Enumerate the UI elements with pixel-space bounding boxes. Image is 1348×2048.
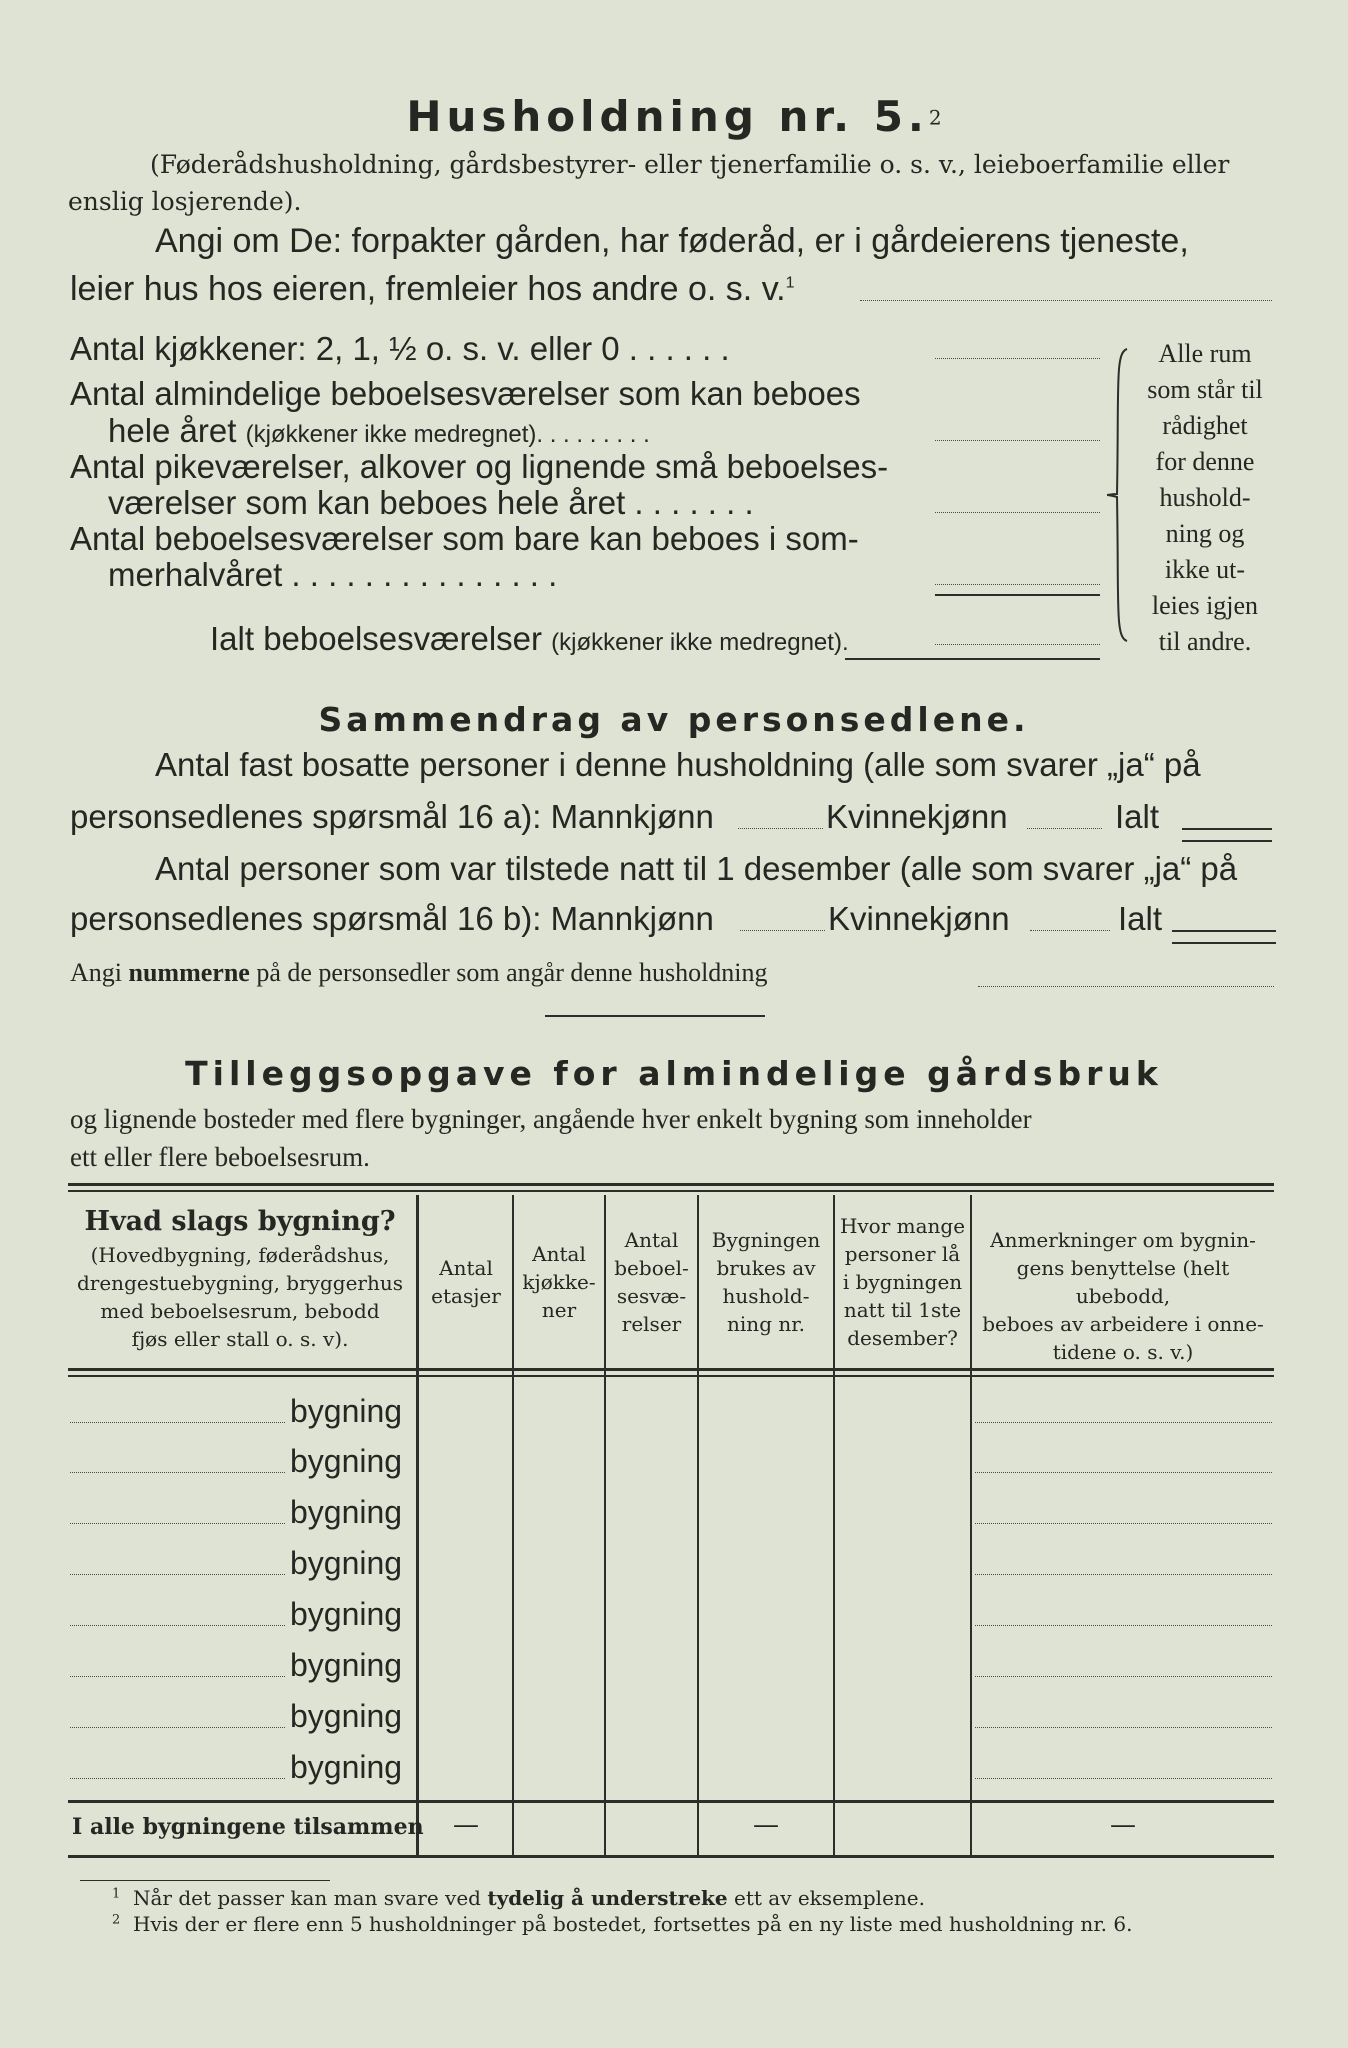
footnote-1-number: 1 bbox=[112, 1886, 121, 1902]
total-label-1: Ialt bbox=[1115, 798, 1160, 835]
col-header-household-line: brukes av bbox=[716, 1256, 816, 1280]
angi-line-2-block bbox=[70, 270, 795, 309]
footnote-rule bbox=[80, 1880, 330, 1881]
remarks-field[interactable] bbox=[975, 1422, 1272, 1423]
total-rooms-small: (kjøkkener ikke medregnet). bbox=[551, 629, 849, 656]
numbers-answer-line[interactable] bbox=[978, 986, 1274, 987]
building-type-field[interactable] bbox=[70, 1523, 285, 1524]
col-header-household-line: hushold- bbox=[722, 1284, 810, 1308]
col-header-persons-line: personer lå bbox=[844, 1242, 961, 1266]
small-rooms-answer-line[interactable] bbox=[935, 512, 1100, 513]
col-header-rooms bbox=[606, 1226, 697, 1338]
col-header-floors-line: Antal bbox=[439, 1256, 493, 1280]
col-header-remarks-line: tidene o. s. v.) bbox=[1052, 1340, 1194, 1364]
numbers-rest: på de personsedler som angår denne husholdning bbox=[256, 958, 768, 987]
col-header-kitchens-line: Antal bbox=[532, 1242, 586, 1266]
col-header-remarks-line: beboes av arbeidere i onne- bbox=[982, 1312, 1264, 1336]
col-header-household-line: ning nr. bbox=[727, 1312, 805, 1336]
female-resident-field[interactable] bbox=[1027, 828, 1102, 829]
header-bottom-rule-thin bbox=[68, 1375, 1274, 1377]
col-header-kitchens-line: kjøkke- bbox=[522, 1270, 596, 1294]
angi-footnote-mark: 1 bbox=[785, 274, 795, 292]
total-resident-underline bbox=[1182, 840, 1272, 842]
building-type-field[interactable] bbox=[70, 1422, 285, 1423]
col-header-rooms-line: Antal bbox=[624, 1228, 679, 1252]
angi-line-2: leier hus hos eieren, fremleier hos andre o. s. v. bbox=[70, 270, 786, 308]
footnote-2-text: Hvis der er flere enn 5 husholdninger på bostedet, fortsettes på en ny liste med husholdning nr. 6. bbox=[133, 1912, 1133, 1936]
total-present-field[interactable] bbox=[1172, 930, 1276, 932]
side-note-line: til andre. bbox=[1158, 627, 1252, 656]
total-rooms-answer-line[interactable] bbox=[935, 644, 1100, 645]
female-label-2: Kvinnekjønn bbox=[828, 900, 1010, 937]
title-block bbox=[0, 92, 1348, 141]
subtitle-line-1: (Føderådshusholdning, gårdsbestyrer- eller tjenerfamilie o. s. v., leieboerfamilie eller bbox=[150, 150, 1230, 179]
row-label: bygning bbox=[290, 1443, 403, 1479]
col-header-rooms-line: relser bbox=[621, 1312, 682, 1336]
col-header-floors bbox=[420, 1254, 512, 1310]
col-header-rooms-line: sesvæ- bbox=[616, 1284, 687, 1308]
col-header-rooms-line: beboel- bbox=[614, 1256, 689, 1280]
footnote-2-number: 2 bbox=[112, 1912, 121, 1928]
col-header-remarks-line: gens benyttelse (helt ubebodd, bbox=[1016, 1256, 1230, 1308]
row-label: bygning bbox=[290, 1647, 403, 1683]
total-rooms-block bbox=[210, 620, 849, 658]
row-label: bygning bbox=[290, 1698, 403, 1734]
rooms-year-label-2-small: (kjøkkener ikke medregnet). . . . . . . . . bbox=[245, 421, 650, 448]
summary-p1-line2-prefix: personsedlenes spørsmål 16 a): Mannkjønn bbox=[70, 798, 714, 835]
kitchens-label: Antal kjøkkener: 2, 1, ½ o. s. v. eller 0 . . . . . . bbox=[70, 330, 730, 367]
summer-rooms-label-1: Antal beboelsesværelser som bare kan beboes i som- bbox=[70, 520, 859, 557]
header-bottom-rule bbox=[68, 1368, 1274, 1371]
side-note-line: ikke ut- bbox=[1164, 555, 1246, 584]
summary-p2-line2-prefix: personsedlenes spørsmål 16 b): Mannkjønn bbox=[70, 900, 714, 937]
building-type-field[interactable] bbox=[70, 1472, 285, 1473]
col-header-persons bbox=[835, 1212, 970, 1352]
rooms-year-label-2: hele året bbox=[108, 412, 237, 449]
side-note bbox=[1130, 336, 1280, 660]
col-divider-1 bbox=[416, 1195, 419, 1857]
side-note-line: leies igjen bbox=[1151, 591, 1259, 620]
subtitle-line-2: enslig losjerende). bbox=[68, 187, 302, 216]
numbers-line bbox=[70, 958, 768, 988]
footnote-1-post: ett av eksemplene. bbox=[734, 1886, 925, 1910]
side-note-line: for denne bbox=[1155, 447, 1255, 476]
small-rooms-label-1: Antal pikeværelser, alkover og lignende små beboelses- bbox=[70, 448, 889, 485]
addendum-line-1: og lignende bosteder med flere bygninger, angående hver enkelt bygning som inneholder bbox=[70, 1104, 1032, 1134]
building-type-field[interactable] bbox=[70, 1676, 285, 1677]
section-divider bbox=[545, 1015, 765, 1017]
addendum-heading: Tilleggsopgave for almindelige gårdsbruk bbox=[185, 1054, 1163, 1093]
col-header-building-type bbox=[70, 1206, 410, 1353]
rooms-year-answer-line[interactable] bbox=[935, 440, 1100, 441]
col-header-building-desc: med beboelsesrum, bebodd bbox=[100, 1299, 380, 1323]
female-present-field[interactable] bbox=[1030, 930, 1110, 931]
col-header-remarks-line: Anmerkninger om bygnin- bbox=[990, 1228, 1256, 1252]
totals-remarks-dash: — bbox=[1110, 1810, 1136, 1840]
footnote-2 bbox=[112, 1912, 1132, 1936]
col-header-persons-line: natt til 1ste bbox=[843, 1298, 962, 1322]
row-label: bygning bbox=[290, 1749, 403, 1785]
table-top-rule-thin bbox=[68, 1190, 1274, 1192]
male-resident-field[interactable] bbox=[738, 828, 823, 829]
total-resident-field[interactable] bbox=[1182, 828, 1272, 830]
remarks-field[interactable] bbox=[975, 1523, 1272, 1524]
total-label-2: Ialt bbox=[1118, 900, 1163, 937]
rooms-year-label-2-block bbox=[108, 412, 650, 450]
remarks-field[interactable] bbox=[975, 1778, 1272, 1779]
remarks-field[interactable] bbox=[975, 1472, 1272, 1473]
summary-heading: Sammendrag av personsedlene. bbox=[318, 700, 1030, 739]
female-label-1: Kvinnekjønn bbox=[826, 798, 1008, 835]
footnote-1-bold: tydelig å understreke bbox=[487, 1886, 728, 1910]
col-header-persons-line: Hvor mange bbox=[839, 1214, 966, 1238]
side-note-line: rådighet bbox=[1162, 411, 1248, 440]
col-header-persons-line: i bygningen bbox=[842, 1270, 963, 1294]
col-header-building-desc: drengestuebygning, bryggerhus bbox=[76, 1271, 403, 1295]
rooms-year-label-1: Antal almindelige beboelsesværelser som kan beboes bbox=[70, 375, 861, 412]
angi-line-1: Angi om De: forpakter gården, har føderåd, er i gårdeierens tjeneste, bbox=[155, 222, 1189, 260]
row-label: bygning bbox=[290, 1393, 403, 1429]
remarks-field[interactable] bbox=[975, 1676, 1272, 1677]
small-rooms-label-2: værelser som kan beboes hele året . . . . . . . bbox=[108, 484, 754, 521]
col-header-building-title: Hvad slags bygning? bbox=[84, 1206, 396, 1237]
col-header-building-desc: (Hovedbygning, føderådshus, bbox=[90, 1243, 390, 1267]
row-label: bygning bbox=[290, 1545, 403, 1581]
col-header-remarks bbox=[972, 1226, 1274, 1366]
angi-answer-line[interactable] bbox=[860, 300, 1272, 301]
summer-rooms-answer-line[interactable] bbox=[935, 584, 1100, 585]
side-note-line: hushold- bbox=[1159, 483, 1251, 512]
table-bottom-rule bbox=[68, 1855, 1274, 1858]
totals-household-dash: — bbox=[753, 1810, 779, 1840]
col-header-household bbox=[699, 1226, 833, 1338]
side-note-line: ning og bbox=[1165, 519, 1245, 548]
remarks-field[interactable] bbox=[975, 1574, 1272, 1575]
col-header-building-desc: fjøs eller stall o. s. v). bbox=[131, 1327, 349, 1351]
col-header-kitchens bbox=[514, 1240, 604, 1324]
summer-rooms-underline bbox=[935, 594, 1100, 596]
col-header-persons-line: desember? bbox=[847, 1326, 958, 1350]
summary-p1-line1: Antal fast bosatte personer i denne husholdning (alle som svarer „ja“ på bbox=[155, 746, 1201, 783]
table-top-rule bbox=[68, 1183, 1274, 1186]
total-rooms-label: Ialt beboelsesværelser bbox=[210, 620, 542, 657]
page-title: Husholdning nr. 5. bbox=[406, 92, 929, 141]
numbers-bold: nummerne bbox=[128, 958, 250, 987]
numbers-prefix: Angi bbox=[70, 958, 122, 987]
title-footnote-mark: 2 bbox=[928, 105, 942, 130]
col-header-kitchens-line: ner bbox=[541, 1298, 577, 1322]
building-type-field[interactable] bbox=[70, 1778, 285, 1779]
summary-p2-line1: Antal personer som var tilstede natt til 1 desember (alle som svarer „ja“ på bbox=[155, 850, 1238, 887]
footnote-1-pre: Når det passer kan man svare ved bbox=[133, 1886, 481, 1910]
building-type-field[interactable] bbox=[70, 1574, 285, 1575]
row-label: bygning bbox=[290, 1596, 403, 1632]
kitchens-answer-line[interactable] bbox=[935, 358, 1100, 359]
total-present-underline bbox=[1172, 942, 1276, 944]
addendum-line-2: ett eller flere beboelsesrum. bbox=[70, 1142, 370, 1172]
row-label: bygning bbox=[290, 1494, 403, 1530]
footnote-1 bbox=[112, 1886, 925, 1910]
total-rooms-rule bbox=[845, 658, 1100, 660]
col-header-floors-line: etasjer bbox=[431, 1284, 501, 1308]
totals-top-rule bbox=[68, 1800, 1274, 1803]
remarks-field[interactable] bbox=[975, 1727, 1272, 1728]
side-note-line: som står til bbox=[1147, 375, 1263, 404]
totals-row-label: I alle bygningene tilsammen bbox=[72, 1814, 424, 1840]
summer-rooms-label-2: merhalvåret . . . . . . . . . . . . . . . bbox=[108, 556, 558, 593]
male-present-field[interactable] bbox=[740, 930, 825, 931]
col-header-household-line: Bygningen bbox=[711, 1228, 821, 1252]
building-type-field[interactable] bbox=[70, 1625, 285, 1626]
totals-floors-dash: — bbox=[453, 1810, 479, 1840]
remarks-field[interactable] bbox=[975, 1625, 1272, 1626]
side-note-line: Alle rum bbox=[1158, 339, 1252, 368]
building-type-field[interactable] bbox=[70, 1727, 285, 1728]
